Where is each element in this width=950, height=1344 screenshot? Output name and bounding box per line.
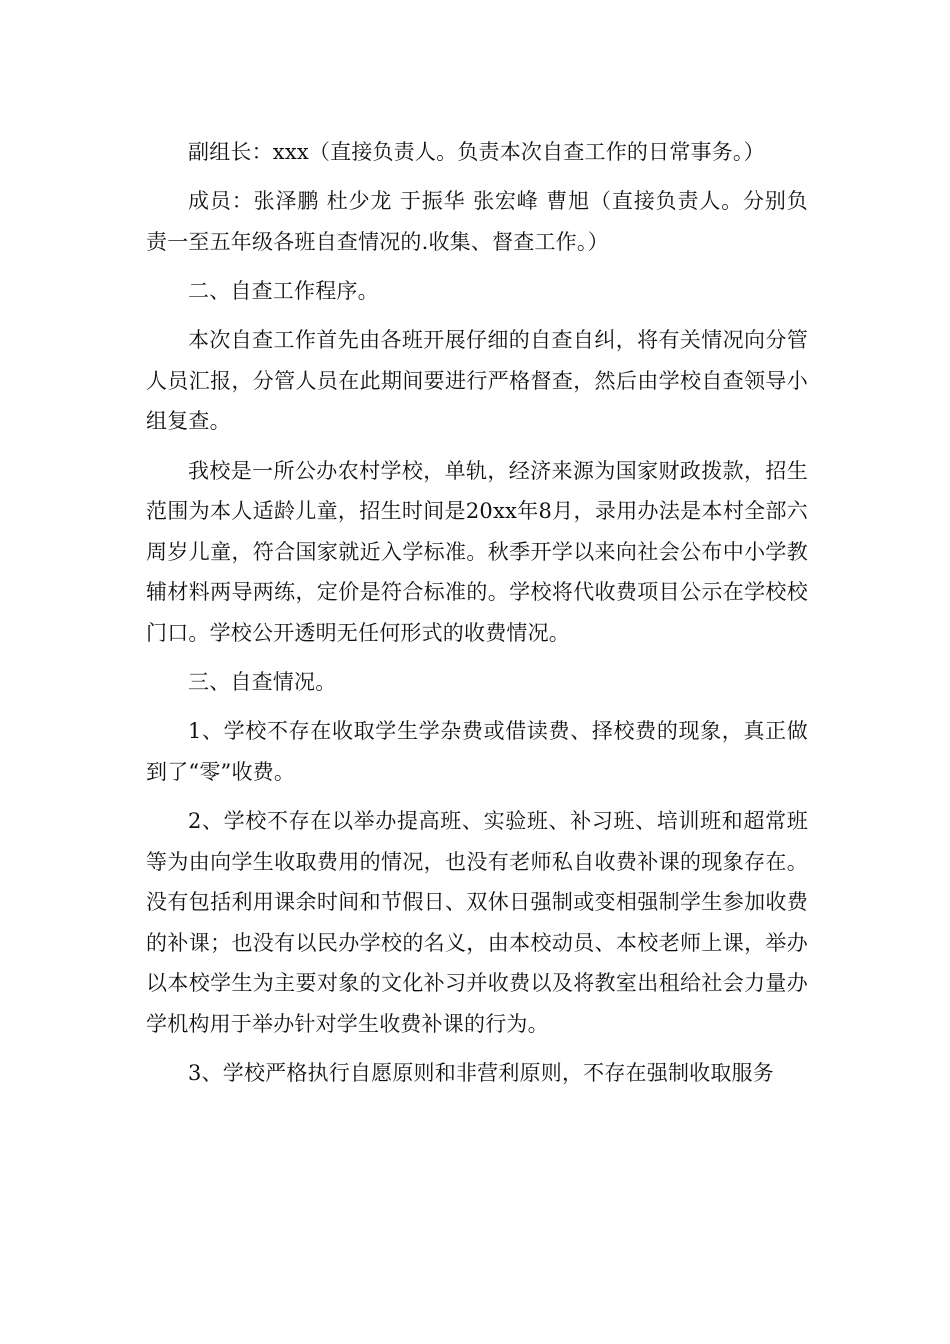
paragraph-procedure: 本次自查工作首先由各班开展仔细的自查自纠，将有关情况向分管人员汇报，分管人员在此期间要进行严格督查，然后由学校自查领导小组复查。 xyxy=(146,328,808,434)
section-heading-findings: 三、自查情况。 xyxy=(188,669,337,694)
section-heading-procedure: 二、自查工作程序。 xyxy=(188,279,379,304)
paragraph-school-info: 我校是一所公办农村学校，单轨，经济来源为国家财政拨款，招生范围为本人适龄儿童，招生时间是20xx年8月，录用办法是本村全部六周岁儿童，符合国家就近入学标准。秋季开学以来向社会公布中小学教辅材料两导两练，定价是符合标准的。学校将代收费项目公示在学校校门口。学校公开透明无任何形式的收费情况。 xyxy=(146,458,808,645)
document-body xyxy=(146,132,808,1102)
paragraph-finding-3: 3、学校严格执行自愿原则和非营利原则，不存在强制收取服务 xyxy=(188,1060,774,1085)
paragraph-members: 成员：张泽鹏 杜少龙 于振华 张宏峰 曹旭（直接负责人。分别负责一至五年级各班自查情况的.收集、督查工作。） xyxy=(146,189,808,254)
paragraph-deputy-leader: 副组长：xxx（直接负责人。负责本次自查工作的日常事务。） xyxy=(188,140,765,164)
paragraph-finding-1: 1、学校不存在收取学生学杂费或借读费、择校费的现象，真正做到了“零”收费。 xyxy=(146,719,808,784)
paragraph-finding-2: 2、学校不存在以举办提高班、实验班、补习班、培训班和超常班等为由向学生收取费用的情况，也没有老师私自收费补课的现象存在。没有包括利用课余时间和节假日、双休日强制或变相强制学生参加收费的补课；也没有以民办学校的名义，由本校动员、本校老师上课，举办以本校学生为主要对象的文化补习并收费以及将教室出租给社会力量办学机构用于举办针对学生收费补课的行为。 xyxy=(146,809,808,1036)
